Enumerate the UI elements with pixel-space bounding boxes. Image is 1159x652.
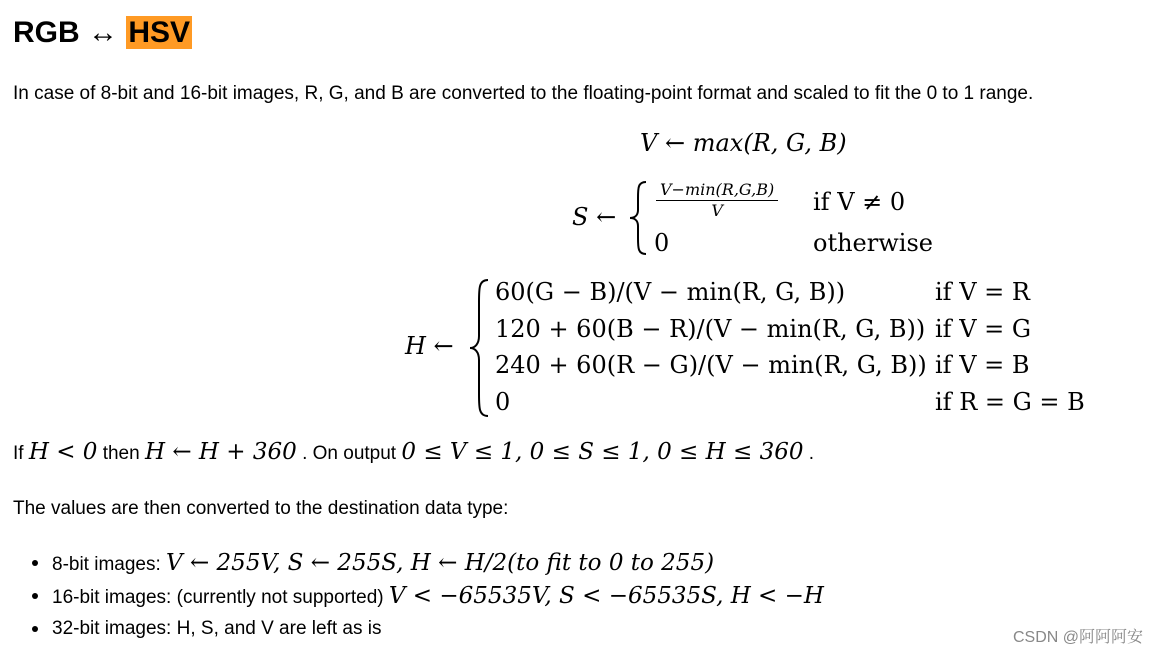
watermark: CSDN @阿阿阿安: [1012, 629, 1143, 646]
heading-prefix: RGB ↔: [13, 16, 127, 49]
s-case1-denominator: V: [711, 201, 723, 220]
list-item-text: 8-bit images:: [52, 554, 167, 575]
intro-paragraph: In case of 8-bit and 16-bit images, R, G, and B are converted to the floating-point format and scaled to fit the 0 to 1 range.: [13, 83, 1034, 104]
s-formula-brace: [628, 180, 650, 256]
s-case1-condition: if V ≠ 0: [813, 188, 906, 216]
h-formula-brace: [468, 278, 492, 418]
page-heading: [13, 14, 192, 52]
h-case-4-expr: 0: [495, 388, 511, 416]
output-text-3: . On output: [296, 443, 402, 464]
list-item-text: 16-bit images: (currently not supported): [52, 587, 389, 608]
bullet-icon: [32, 560, 38, 566]
bullet-icon: [32, 626, 38, 632]
h-case-4-cond: if R = G = B: [935, 388, 1085, 416]
list-item-math: V ← 255V, S ← 255S, H ← H/2(to fit to 0 to 255): [166, 550, 715, 576]
h-case-1-expr: 60(G − B)/(V − min(R, G, B)): [495, 278, 846, 306]
output-range-line: [13, 440, 814, 466]
h-formula-lhs: H ←: [405, 332, 454, 360]
bullet-icon: [32, 593, 38, 599]
output-text-4: .: [803, 443, 815, 464]
s-case2-condition: otherwise: [813, 229, 933, 257]
s-formula-lhs: S ←: [572, 203, 617, 231]
output-math-3: 0 ≤ V ≤ 1, 0 ≤ S ≤ 1, 0 ≤ H ≤ 360: [401, 439, 804, 465]
conversion-intro: The values are then converted to the destination data type:: [13, 498, 509, 519]
list-item: [52, 551, 714, 577]
v-formula: [640, 128, 847, 158]
v-formula-rhs: max(R, G, B): [692, 129, 847, 157]
h-case-2-cond: if V = G: [935, 315, 1032, 343]
list-item-text: 32-bit images: H, S, and V are left as is: [52, 618, 382, 639]
output-text-2: then: [97, 443, 145, 464]
h-case-1-cond: if V = R: [935, 278, 1030, 306]
output-math-1: H < 0: [28, 439, 98, 465]
output-text-1: If: [13, 443, 29, 464]
s-case2-value: 0: [654, 229, 670, 257]
h-case-3-cond: if V = B: [935, 351, 1030, 379]
heading-highlight: HSV: [128, 16, 191, 49]
list-item-math: V < −65535V, S < −65535S, H < −H: [388, 583, 824, 609]
list-item: [52, 617, 382, 641]
s-case1-numerator: V−min(R,G,B): [656, 180, 778, 201]
v-formula-lhs: V ←: [640, 129, 686, 157]
h-case-2-expr: 120 + 60(B − R)/(V − min(R, G, B)): [495, 315, 926, 343]
h-case-3-expr: 240 + 60(R − G)/(V − min(R, G, B)): [495, 351, 927, 379]
output-math-2: H ← H + 360: [144, 439, 297, 465]
s-case1-fraction: [656, 180, 778, 221]
list-item: [52, 584, 824, 610]
